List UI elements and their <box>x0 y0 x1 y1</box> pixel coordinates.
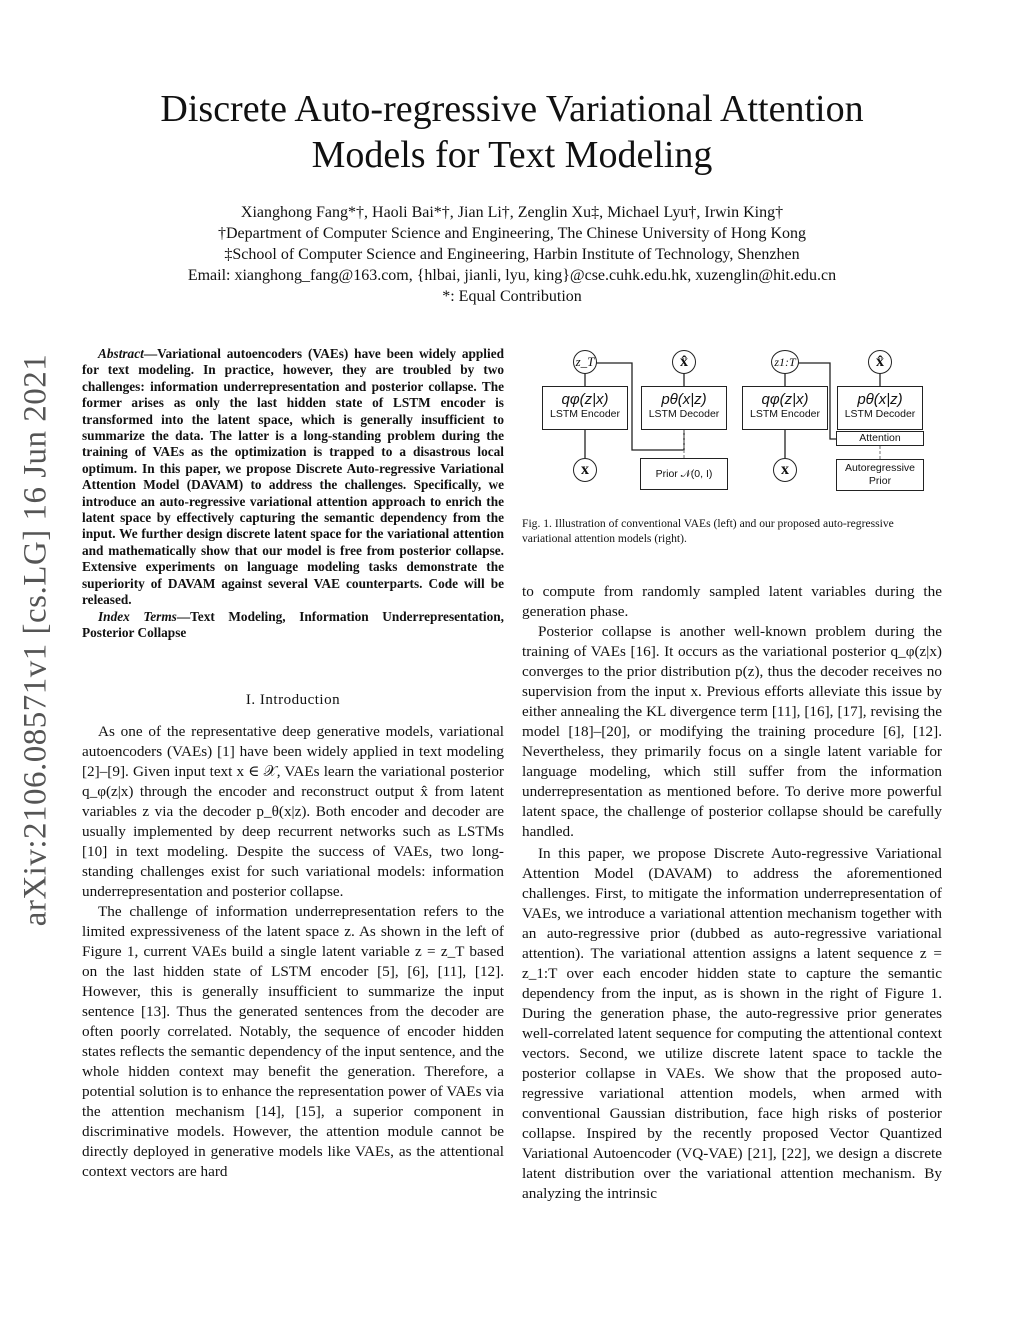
right-dec-math: pθ(x|z) <box>857 391 903 408</box>
section-number: I. <box>245 692 256 708</box>
right-paragraph-1: Posterior collapse is another well-known problem during the training of VAEs [16]. It occurs as the variational posterior q_φ(z|x) converges to the prior distribution p(z), thus the decoder receives no supervision from the input x. Previous efforts alleviate this issue by either annealing the KL divergence term [11], [16], [17], revising the model [18]–[20], or modifying the training procedure [6], [12]. Nevertheless, they primarily focus on a single latent variable for language modeling, which still suffer from the information underrepresentation as mentioned before. To derive more powerful latent space, the challenge of posterior collapse should be carefully handled. <box>522 623 942 840</box>
autoregressive-prior-box <box>836 459 924 491</box>
intro-paragraph-2: The challenge of information underrepresentation refers to the limited expressiveness of the latent space z. As shown in the left of Figure 1, current VAEs build a single latent variable z = z_T based on the last hidden state of LSTM encoder [5], [6], [11], [12]. However, this is generally insufficient to summarize the input sentence [13]. Thus the generated sentences from the decoder are often poorly correlated. Notably, the sequence of encoder hidden states reflects the semantic dependency of the input sentence, and the whole hidden context may benefit the generation. Therefore, a potential solution is to enhance the representation power of VAEs via the attention mechanism [14], [15], a superior component in discriminative models. However, the attention module cannot be directly deployed in generative models like VAEs, as the attentional context vectors are hard <box>82 903 504 1180</box>
left-dec-math: pθ(x|z) <box>661 391 707 408</box>
left-prior-box <box>640 458 728 490</box>
abstract-text: —Variational autoencoders (VAEs) have been widely applied for text modeling. In practice, however, they are troubled by two challenges: information underrepresentation and posterior collapse. The former arises as only the last hidden state of LSTM encoder is transformed into the latent space, which is generally insufficient to summarize the data. The latter is a long-standing problem during the training of VAEs as the optimization is trapped to a disastrous local optimum. In this paper, we propose Discrete Auto-regressive Variational Attention Model (DAVAM) to address the challenges. Specifically, we introduce an auto-regressive variational attention approach to enrich the latent space by effectively capturing the semantic dependency from the input. We further design discrete latent space for the variational attention and mathematically show that our model is free from posterior collapse. Extensive experiments on language modeling tasks demonstrate the superiority of DAVAM against several VAE counterparts. Code will be released. <box>82 346 504 608</box>
left-x-node: x <box>573 458 597 482</box>
right-paragraph-0: to compute from randomly sampled latent variables during the generation phase. <box>522 583 942 620</box>
title-line-1: Discrete Auto-regressive Variational Attention <box>160 88 864 130</box>
figure-1 <box>522 346 942 506</box>
arxiv-sidebar <box>8 340 64 940</box>
left-enc-math: qφ(z|x) <box>561 391 609 408</box>
left-column-body <box>82 722 504 1182</box>
section-heading <box>82 692 504 709</box>
right-enc-math: qφ(z|x) <box>761 391 809 408</box>
left-dec-label: LSTM Decoder <box>648 408 720 420</box>
attention-label: Attention <box>859 432 901 444</box>
section-title: Introduction <box>259 692 341 708</box>
left-decoder-box <box>641 386 727 430</box>
right-paragraph-2: In this paper, we propose Discrete Auto-regressive Variational Attention Model (DAVAM) to address the aforementioned challenges. First, to mitigate the information underrepresentation of VAEs, we introduce a variational attention mechanism together with an auto-regressive prior (dubbed as auto-regressive variational attention). The variational attention assigns a latent sequence z = z_1:T over each encoder hidden state to capture the semantic dependency from the input, as is shown in the right of Figure 1. During the generation phase, the auto-regressive prior generates well-correlated latent sequence for computing the attentional context vectors. Second, we utilize discrete latent space to tackle the posterior collapse in VAEs. We show that the proposed auto-regressive variational attention models, when armed with conventional Gaussian distribution, face high risks of posterior collapse. Inspired by the recently proposed Vector Quantized Variational Autoencoder (VQ-VAE) [21], [22], we design a discrete latent distribution over the variational attention mechanism. By analyzing the intrinsic <box>522 845 942 1202</box>
index-terms-text: —Text Modeling, Information Underrepresentation, Posterior Collapse <box>82 608 504 640</box>
right-x-node: x <box>773 458 797 482</box>
right-dec-label: LSTM Decoder <box>844 408 916 420</box>
paper-title <box>100 86 924 178</box>
abstract-label: Abstract <box>98 346 144 361</box>
intro-paragraph-1: As one of the representative deep generative models, variational autoencoders (VAEs) [1] have been widely applied in text modeling [2]–[9]. Given input text x ∈ 𝒳, VAEs learn the variational posterior q_φ(z|x) through the encoder and reconstruct output x̂ from latent variables z via the decoder p_θ(x|z). Both encoder and decoder are usually implemented by deep recurrent networks such as LSTMs [10] in text modeling. Despite the success of VAEs, two long-standing challenges exist for such variational models: information underrepresentation and posterior collapse. <box>82 723 504 900</box>
email: Email: xianghong_fang@163.com, {hlbai, jianli, lyu, king}@cse.cuhk.edu.hk, xuzenglin@hit.edu.cn <box>187 267 837 284</box>
left-enc-label: LSTM Encoder <box>549 408 621 420</box>
figure-caption: Fig. 1. Illustration of conventional VAEs (left) and our proposed auto-regressive variational attention models (right). <box>522 517 894 545</box>
prior-label-2: Prior <box>868 475 892 487</box>
right-enc-label: LSTM Encoder <box>749 408 821 420</box>
index-terms-label: Index Terms <box>98 608 177 624</box>
left-z-node: z_T <box>573 350 597 374</box>
right-decoder-box <box>837 386 923 430</box>
affiliation-1: †Department of Computer Science and Engineering, The Chinese University of Hong Kong <box>217 225 806 242</box>
equal-contribution: *: Equal Contribution <box>442 288 582 305</box>
arxiv-id: arXiv:2106.08571v1 [cs.LG] 16 Jun 2021 <box>17 353 54 927</box>
abstract <box>82 346 504 641</box>
attention-box <box>836 431 924 446</box>
left-xhat-node: x̂ <box>672 350 696 374</box>
right-z-node: z1:T <box>771 350 799 374</box>
right-xhat-node: x̂ <box>868 350 892 374</box>
left-encoder-box <box>542 386 628 430</box>
right-encoder-box <box>742 386 828 430</box>
title-line-2: Models for Text Modeling <box>311 134 713 176</box>
affiliation-2: ‡School of Computer Science and Engineering, Harbin Institute of Technology, Shenzhen <box>224 246 800 263</box>
prior-label-1: Autoregressive <box>844 462 916 474</box>
right-column-body <box>522 582 942 1204</box>
authors: Xianghong Fang*†, Haoli Bai*†, Jian Li†, Zenglin Xu‡, Michael Lyu†, Irwin King† <box>240 204 784 221</box>
author-block <box>100 202 924 307</box>
left-prior-label: Prior 𝒩(0, I) <box>655 468 713 480</box>
